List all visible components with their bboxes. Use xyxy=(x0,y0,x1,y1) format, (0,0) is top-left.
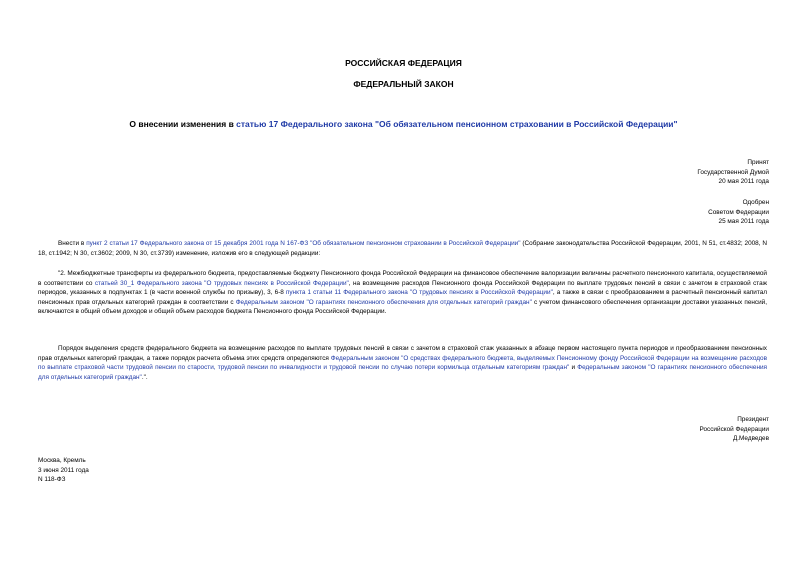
para2-text-4: с учетом финансового обеспечения организации доставки указанных пенсий, включаются в общий объем доходов и общий объем расходов бюджета Пенсионного фонда Российской Федерации. xyxy=(38,298,768,316)
approval-block xyxy=(708,198,769,227)
place-line: Москва, Кремль xyxy=(38,457,86,464)
adoption-line-2: Государственной Думой xyxy=(697,168,769,176)
para3-link-2[interactable]: Федеральным законом "О гарантиях пенсионного обеспечения для отдельных категорий граждан" xyxy=(38,364,767,381)
paragraph-amendment xyxy=(38,239,767,258)
para2-text-2: , на возмещение расходов Пенсионного фонда Российской Федерации по выплате трудовых пенсий в связи с зачетом в страховой стаж периодов, указанных в подпунктах 1 (в части военной службы по призыву), 3, 6-8 xyxy=(38,279,767,297)
paragraph-procedure xyxy=(38,344,767,382)
para3-text-3: .". xyxy=(141,373,148,381)
para2-link-1[interactable]: статьей 30_1 Федерального закона "О трудовых пенсиях в Российской Федерации" xyxy=(94,279,349,287)
place-date-block xyxy=(38,456,89,485)
para2-link-2[interactable]: пункта 1 статьи 11 Федерального закона "О трудовых пенсиях в Российской Федерации" xyxy=(285,289,553,297)
subject-prefix: О внесении изменения в xyxy=(129,119,237,129)
signature-block xyxy=(700,415,770,444)
para2-text-3: , а также в связи с преобразованием в расчетный пенсионный капитал пенсионных прав отдельных категорий граждан в соответствии с xyxy=(38,289,768,306)
signature-line-1: Президент xyxy=(737,416,769,423)
law-subject-title xyxy=(20,119,787,130)
date-line: 3 июня 2011 года xyxy=(38,466,89,474)
approval-line-2: Советом Федерации xyxy=(708,208,769,216)
law-number-line: N 118-ФЗ xyxy=(38,476,66,484)
para3-text-1: Порядок выделения средств федерального бюджета на возмещение расходов по выплате трудовых пенсий в связи с зачетом в страховой стаж указанных в абзаце первом настоящего пункта периодов и преобразованием пенсионных прав отдельных категорий граждан, а также порядок расчета объема этих средств определяются xyxy=(38,345,767,362)
para1-text-1: Внести в xyxy=(58,240,87,247)
adoption-block xyxy=(697,158,769,187)
approval-line-1: Одобрен xyxy=(742,199,769,206)
country-heading: РОССИЙСКАЯ ФЕДЕРАЦИЯ xyxy=(345,58,462,68)
para2-link-3[interactable]: Федеральным законом "О гарантиях пенсионного обеспечения для отдельных категорий граждан" xyxy=(235,298,532,306)
paragraph-transfers xyxy=(38,269,767,317)
law-type-heading: ФЕДЕРАЛЬНЫЙ ЗАКОН xyxy=(353,79,454,89)
para1-link-1[interactable]: пункт 2 статьи 17 Федерального закона от 15 декабря 2001 года N 167-ФЗ "Об обязательном пенсионном страховании в Российской Федерации" xyxy=(86,240,521,247)
para1-text-2: (Собрание законодательства Российской Федерации, 2001, N 51, ст.4832; 2008, N 18, ст.1942; N 30, ст.3602; 2009, N 30, ст.3739) изменение, изложив его в следующей редакции: xyxy=(38,240,768,257)
approval-line-3: 25 мая 2011 года xyxy=(718,218,769,226)
signature-line-3: Д.Медведев xyxy=(732,435,769,443)
adoption-line-1: Принят xyxy=(747,159,769,166)
para2-text-1: "2. Межбюджетные трансферты из федерального бюджета, предоставляемые бюджету Пенсионного фонда Российской Федерации на финансовое обеспечение валоризации величины расчетного пенсионного капитала, осуществляемой в соответствии со xyxy=(38,270,767,287)
signature-line-2: Российской Федерации xyxy=(699,425,769,433)
para3-text-2: и xyxy=(569,364,578,372)
para3-link-1[interactable]: Федеральным законом "О средствах федерального бюджета, выделяемых Пенсионному фонду Российской Федерации на возмещение расходов по выплате страховой части трудовой пенсии по старости, трудовой пенсии по инвалидности и трудовой пенсии по случаю потери кормильца отдельным категориям граждан" xyxy=(38,354,767,372)
adoption-line-3: 20 мая 2011 года xyxy=(718,178,769,186)
subject-link[interactable]: статью 17 Федерального закона "Об обязательном пенсионном страховании в Российской Федерации" xyxy=(236,119,678,129)
